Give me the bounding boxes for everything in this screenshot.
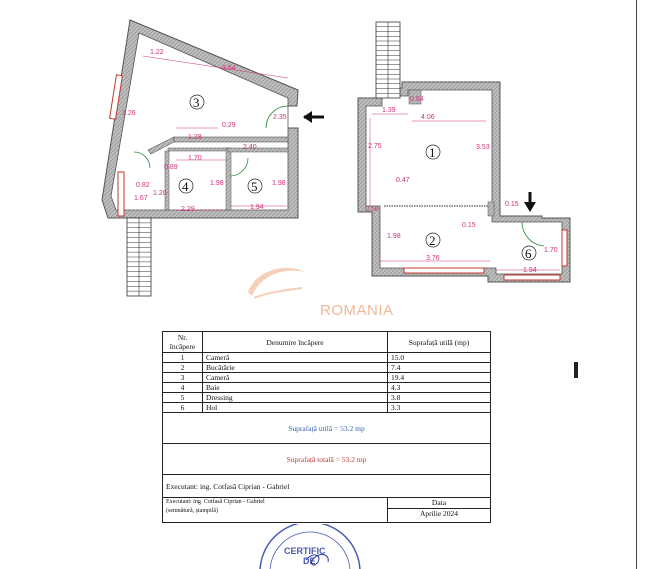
dim-1-94-room6: 1.94 — [523, 267, 537, 274]
table-header-row — [163, 332, 491, 353]
entry-arrow-left-icon — [303, 111, 312, 123]
window-room6-side — [562, 230, 567, 266]
executant-small-text: Executant: ing. Cotfasă Ciprian - Gabriel — [166, 499, 265, 505]
dim-0-47: 0.47 — [396, 177, 410, 184]
certification-stamp — [248, 524, 368, 569]
total-row — [163, 444, 491, 475]
row-nr: 2 — [163, 363, 203, 373]
row-name: Baie — [203, 383, 388, 393]
dim-1-70-room6: 1.70 — [544, 247, 558, 254]
row-nr: 5 — [163, 393, 203, 403]
dim-1-20: 1.20 — [153, 190, 167, 197]
dim-0-89: 0.89 — [164, 164, 178, 171]
row-nr: 3 — [163, 373, 203, 383]
dim-1-39: 1.39 — [382, 107, 396, 114]
row-name: Hol — [203, 403, 388, 413]
dim-1-94-room5: 1.94 — [250, 204, 264, 211]
watermark-text: ROMANIA — [320, 302, 394, 319]
dim-0-15-bottom: 0.15 — [462, 222, 476, 229]
row-nr: 4 — [163, 383, 203, 393]
total-text: Suprafață totală = 53.2 mp — [163, 444, 491, 475]
stamp-line-2: DE — [303, 556, 316, 566]
dim-0-54: 0.54 — [410, 96, 424, 103]
dim-1-98-room5: 1.98 — [272, 180, 286, 187]
left-unit — [102, 20, 324, 296]
row-name: Bucătărie — [203, 363, 388, 373]
header-name: Denumire încăpere — [203, 332, 388, 353]
stamp-line-1: CERTIFIC — [284, 546, 326, 556]
dim-2-35: 2.35 — [273, 114, 287, 121]
room-6-label: 6 — [525, 246, 532, 261]
row-surface: 3.3 — [388, 403, 491, 413]
date-value: Aprilie 2024 — [419, 509, 459, 518]
signature-cell — [163, 498, 388, 523]
dim-3-64: 3.64 — [222, 65, 236, 72]
row-surface: 19.4 — [388, 373, 491, 383]
table-row — [163, 353, 491, 363]
dim-1-98-room4: 1.98 — [210, 180, 224, 187]
signature-row — [163, 498, 491, 523]
row-name: Cameră — [203, 373, 388, 383]
row-surface: 7.4 — [388, 363, 491, 373]
dim-0-29: 0.29 — [222, 122, 236, 129]
rooms-table — [162, 331, 491, 523]
dim-0-15-top: 0.15 — [505, 201, 519, 208]
dim-2-40: 2.40 — [243, 144, 257, 151]
row-surface: 4.3 — [388, 383, 491, 393]
dim-2-29: 2.29 — [181, 206, 195, 213]
dim-1-67: 1.67 — [134, 195, 148, 202]
dim-1-98-room2: 1.98 — [387, 233, 401, 240]
table-row — [163, 393, 491, 403]
row-name: Dressing — [203, 393, 388, 403]
date-cell — [388, 498, 491, 523]
dim-1-22: 1.22 — [150, 49, 164, 56]
useful-total-row — [163, 413, 491, 444]
entry-arrow-down-icon — [524, 202, 536, 212]
dim-1-26: 1.26 — [122, 110, 136, 117]
dim-3-53: 3.53 — [476, 144, 490, 151]
signature-note: (semnătură, ștampilă) — [166, 508, 218, 514]
table-row — [163, 383, 491, 393]
window-room4 — [118, 172, 124, 216]
table-row — [163, 403, 491, 413]
page-edge-mark — [574, 362, 578, 378]
dim-4-06: 4.06 — [421, 114, 435, 121]
executant-text: Executant: ing. Cotfasă Ciprian - Gabriel — [163, 475, 491, 498]
table-row — [163, 363, 491, 373]
dim-1-70-left: 1.70 — [188, 155, 202, 162]
date-label: Data — [388, 498, 490, 509]
header-nr: Nr. încăpere — [163, 332, 203, 353]
dim-2-75: 2.75 — [368, 143, 382, 150]
room-5-label: 5 — [251, 179, 258, 194]
row-nr: 1 — [163, 353, 203, 363]
row-name: Cameră — [203, 353, 388, 363]
room-2-label: 2 — [429, 233, 436, 248]
room-3-label: 3 — [193, 95, 200, 110]
header-surface: Suprafață utilă (mp) — [388, 332, 491, 353]
window-room2 — [404, 268, 484, 273]
useful-total-text: Suprafață utilă = 53.2 mp — [163, 413, 491, 444]
dim-1-28: 1.28 — [188, 134, 202, 141]
executant-row — [163, 475, 491, 498]
row-surface: 3.8 — [388, 393, 491, 403]
window-room6-bottom — [504, 275, 560, 280]
row-nr: 6 — [163, 403, 203, 413]
row-surface: 15.0 — [388, 353, 491, 363]
dim-3-76: 3.76 — [426, 255, 440, 262]
watermark-swoosh-icon — [244, 262, 308, 302]
dim-0-82: 0.82 — [136, 182, 150, 189]
dim-0-58: 0.58 — [365, 206, 379, 213]
room-4-label: 4 — [182, 179, 189, 194]
room-1-label: 1 — [429, 145, 436, 160]
table-row — [163, 373, 491, 383]
right-unit — [358, 22, 570, 282]
